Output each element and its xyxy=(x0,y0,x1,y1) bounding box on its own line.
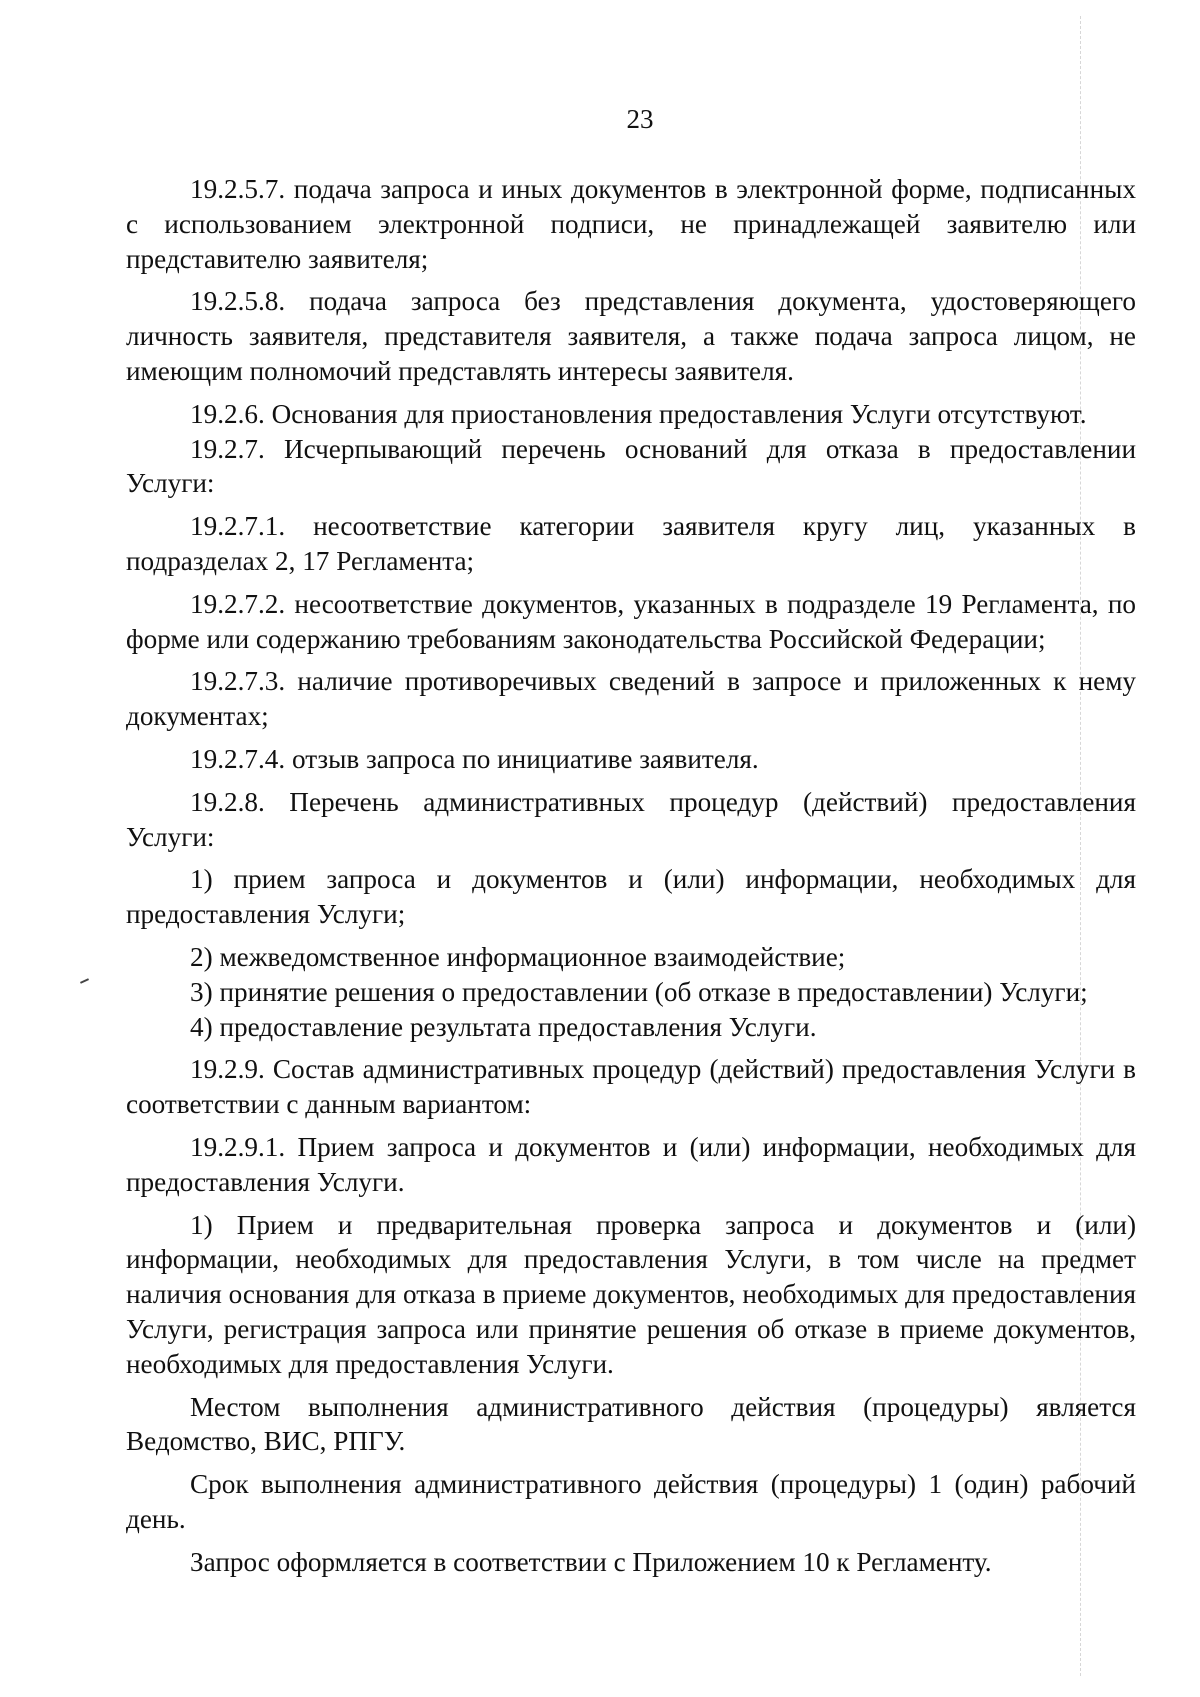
paragraph-19-2-9: 19.2.9. Состав административных процедур (действий) предоставления Услуги в соответствии с данным вариантом: xyxy=(126,1054,1136,1120)
document-body xyxy=(126,172,1136,1579)
paragraph-request-form: Запрос оформляется в соответствии с Приложением 10 к Регламенту. xyxy=(190,1546,992,1577)
paragraph-19-2-7-2: 19.2.7.2. несоответствие документов, указанных в подразделе 19 Регламента, по форме или содержанию требованиям законодательства Российской Федерации; xyxy=(126,588,1136,654)
page-number: 23 xyxy=(626,104,654,134)
paragraph-19-2-8: 19.2.8. Перечень административных процедур (действий) предоставления Услуги: xyxy=(126,786,1136,852)
list-item-4: 4) предоставление результата предоставления Услуги. xyxy=(190,1011,817,1042)
paragraph-19-2-7: 19.2.7. Исчерпывающий перечень оснований для отказа в предоставлении Услуги: xyxy=(126,433,1136,499)
paragraph-19-2-5-8: 19.2.5.8. подача запроса без представления документа, удостоверяющего личность заявителя, представителя заявителя, а также подача запроса лицом, не имеющим полномочий представлять интересы заявителя. xyxy=(126,286,1136,386)
list-item-1: 1) прием запроса и документов и (или) информации, необходимых для предоставления Услуги; xyxy=(126,864,1136,930)
list-item-3: 3) принятие решения о предоставлении (об отказе в предоставлении) Услуги; xyxy=(190,976,1088,1007)
paragraph-place: Местом выполнения административного действия (процедуры) является Ведомство, ВИС, РПГУ. xyxy=(126,1391,1136,1457)
list-item-2: 2) межведомственное информационное взаимодействие; xyxy=(190,941,846,972)
paragraph-term: Срок выполнения административного действия (процедуры) 1 (один) рабочий день. xyxy=(126,1469,1136,1534)
paragraph-19-2-6: 19.2.6. Основания для приостановления предоставления Услуги отсутствуют. xyxy=(190,398,1087,429)
paragraph-procedure-1: 1) Прием и предварительная проверка запроса и документов и (или) информации, необходимых для предоставления Услуги, в том числе на предмет наличия основания для отказа в приеме документов, необходимых для предоставления Услуги, регистрация запроса или принятие решения об отказе в приеме документов, необходимых для предоставления Услуги. xyxy=(126,1209,1136,1379)
paragraph-19-2-9-1: 19.2.9.1. Прием запроса и документов и (или) информации, необходимых для предоставления Услуги. xyxy=(126,1131,1136,1197)
paragraph-19-2-7-4: 19.2.7.4. отзыв запроса по инициативе заявителя. xyxy=(190,743,759,774)
paragraph-19-2-7-1: 19.2.7.1. несоответствие категории заявителя кругу лиц, указанных в подразделах 2, 17 Регламента; xyxy=(126,511,1136,576)
paragraph-19-2-7-3: 19.2.7.3. наличие противоречивых сведений в запросе и приложенных к нему документах; xyxy=(126,666,1136,732)
scan-speck xyxy=(80,978,89,984)
paragraph-19-2-5-7: 19.2.5.7. подача запроса и иных документов в электронной форме, подписанных с использованием электронной подписи, не принадлежащей заявителю или представителю заявителя; xyxy=(126,174,1136,274)
